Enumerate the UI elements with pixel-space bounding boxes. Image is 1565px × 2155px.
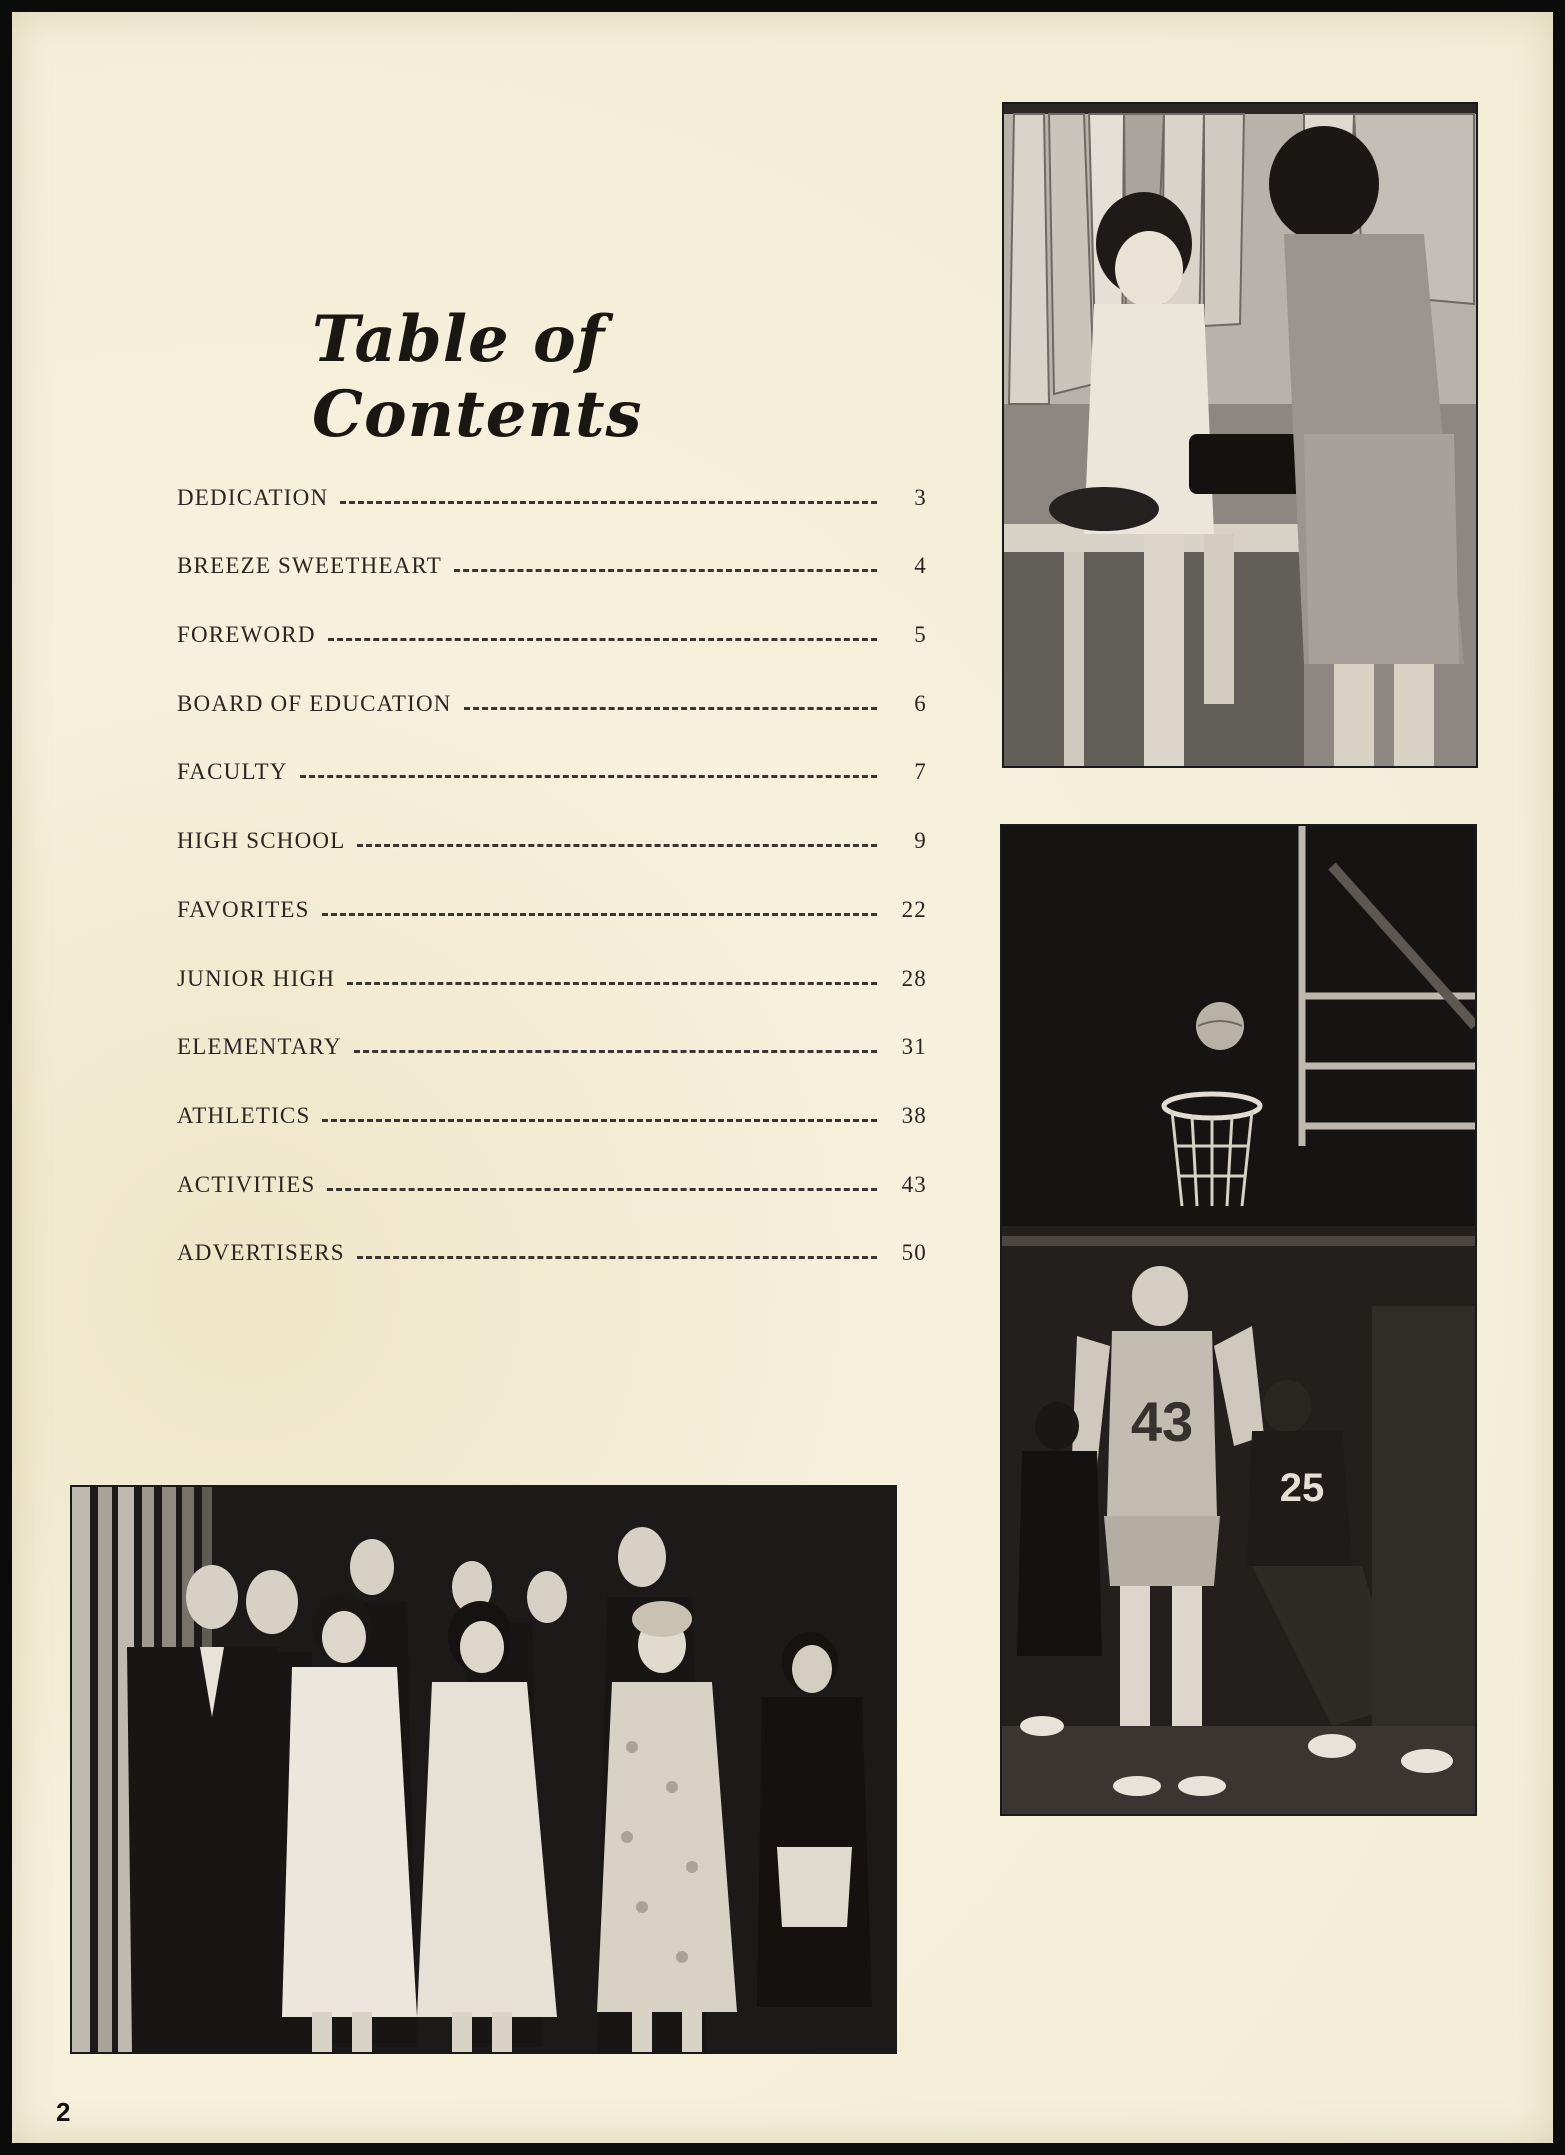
toc-entry[interactable] [177, 785, 927, 854]
toc-entry-label: ATHLETICS [177, 1102, 311, 1128]
toc-entry-label: BOARD OF EDUCATION [177, 690, 452, 716]
toc-entry-page: 43 [901, 1171, 927, 1197]
toc-entry-label: FOREWORD [177, 622, 316, 648]
toc-entry-label: HIGH SCHOOL [177, 828, 346, 854]
toc-entry-page: 3 [914, 484, 927, 510]
dot-leader [340, 501, 877, 504]
page-number: 2 [56, 2097, 71, 2127]
clothing-sale-image [1004, 104, 1476, 766]
toc-entry-page: 7 [914, 759, 927, 785]
basketball-game-image [1002, 826, 1475, 1814]
toc-entry-page: 22 [901, 896, 927, 922]
toc-entry-label: ADVERTISERS [177, 1240, 345, 1266]
dot-leader [327, 1188, 877, 1191]
dot-leader [354, 1050, 877, 1053]
jersey-number-43: 43 [1130, 1390, 1194, 1453]
dot-leader [454, 569, 877, 572]
clothing-sale-photo [1002, 102, 1478, 768]
dot-leader [357, 844, 877, 847]
jersey-number-25: 25 [1279, 1466, 1325, 1510]
dot-leader [357, 1256, 877, 1259]
toc-entry-label: DEDICATION [177, 484, 329, 510]
toc-entry-page: 28 [901, 965, 927, 991]
toc-entry-page: 38 [901, 1102, 927, 1128]
dot-leader [300, 775, 877, 778]
toc-entry[interactable] [177, 992, 927, 1061]
page-title: Table of Contents [312, 302, 643, 452]
dot-leader [464, 707, 877, 710]
dot-leader [347, 982, 877, 985]
dot-leader [328, 638, 877, 641]
group-portrait-image [72, 1487, 895, 2052]
toc-entry-label: FAVORITES [177, 896, 310, 922]
toc-entry[interactable] [177, 717, 927, 786]
dot-leader [322, 1119, 877, 1122]
toc-entry-label: ELEMENTARY [177, 1034, 342, 1060]
toc-entry-page: 31 [901, 1034, 927, 1060]
toc-entry-page: 9 [914, 828, 927, 854]
toc-entry[interactable] [177, 648, 927, 717]
toc-entry[interactable] [177, 442, 927, 511]
toc-entry-page: 5 [914, 622, 927, 648]
toc-entry[interactable] [177, 923, 927, 992]
toc-entry[interactable] [177, 511, 927, 580]
dot-leader [322, 913, 877, 916]
table-of-contents [177, 442, 927, 1266]
toc-entry-label: BREEZE SWEETHEART [177, 553, 442, 579]
toc-entry[interactable] [177, 1060, 927, 1129]
yearbook-page [12, 12, 1553, 2143]
toc-entry-page: 6 [914, 690, 927, 716]
group-portrait-photo [70, 1485, 897, 2054]
toc-entry-label: FACULTY [177, 759, 288, 785]
toc-entry-label: JUNIOR HIGH [177, 965, 336, 991]
toc-entry-page: 50 [901, 1240, 927, 1266]
toc-entry[interactable] [177, 854, 927, 923]
basketball-game-photo [1000, 824, 1477, 1816]
toc-entry-label: ACTIVITIES [177, 1171, 316, 1197]
toc-entry[interactable] [177, 1129, 927, 1198]
toc-entry[interactable] [177, 1198, 927, 1267]
toc-entry[interactable] [177, 579, 927, 648]
toc-entry-page: 4 [914, 553, 927, 579]
